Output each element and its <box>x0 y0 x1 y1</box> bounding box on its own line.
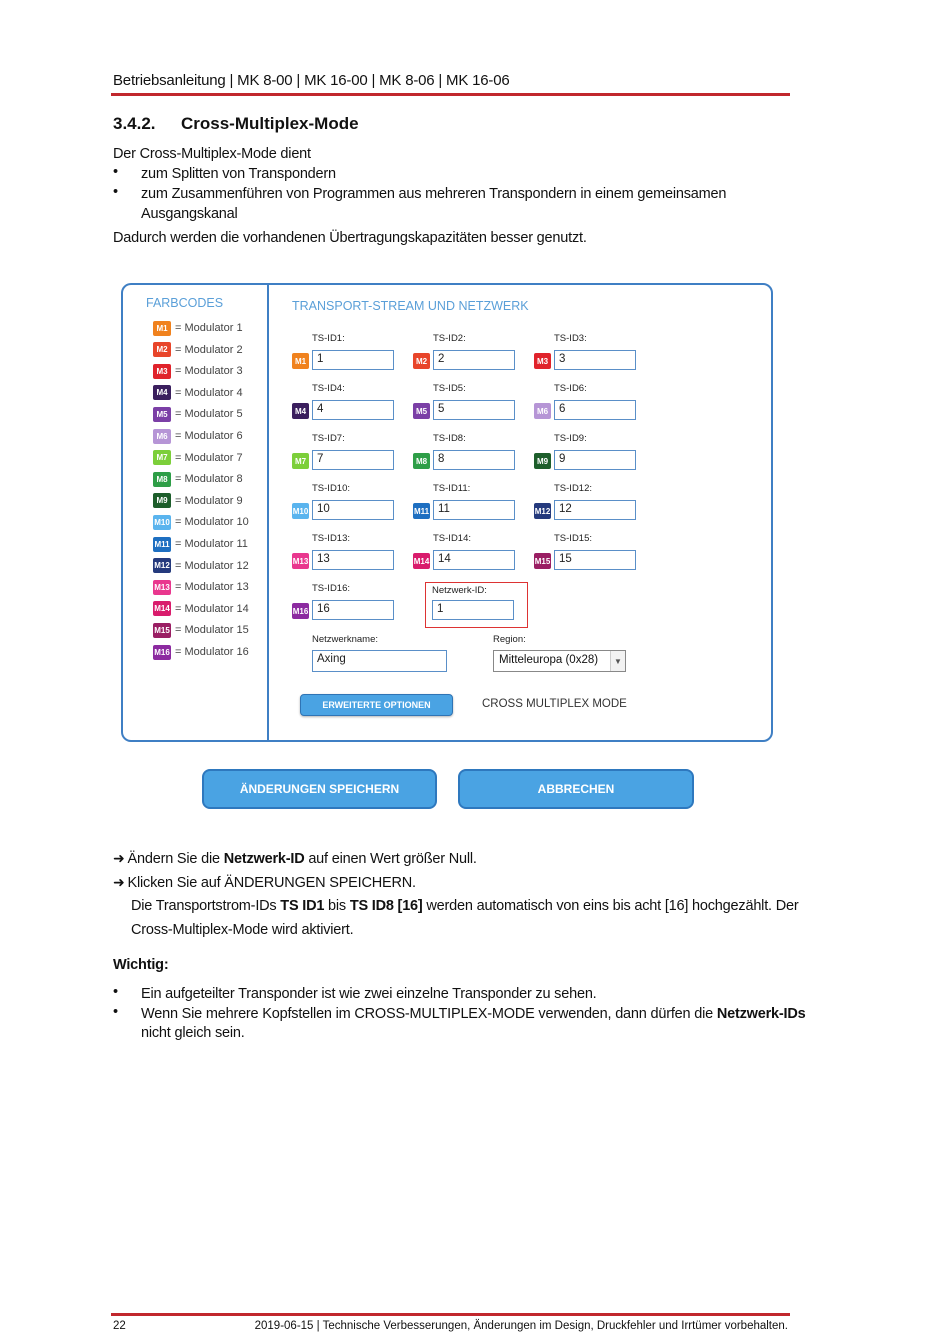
modulator-badge: M10 <box>292 503 309 519</box>
legend-label: = Modulator 4 <box>175 386 243 399</box>
footer-text: 2019-06-15 | Technische Verbesserungen, Änderungen im Design, Druckfehler und Irrtümer vorbehalten. <box>254 1320 788 1332</box>
modulator-badge: M13 <box>292 553 309 569</box>
legend-label: = Modulator 2 <box>175 343 243 356</box>
ts-id-label: TS-ID1: <box>312 333 345 344</box>
modulator-badge: M4 <box>153 385 171 400</box>
ts-id-input[interactable]: 13 <box>312 550 394 570</box>
ts-id-input[interactable]: 5 <box>433 400 515 420</box>
legend-label: = Modulator 6 <box>175 430 243 442</box>
modulator-badge: M8 <box>153 472 171 487</box>
legend-label: = Modulator 8 <box>175 473 243 486</box>
network-id-input[interactable]: 1 <box>432 600 514 620</box>
page-number: 22 <box>113 1320 126 1332</box>
ts-id-input[interactable]: 6 <box>554 400 636 420</box>
ts-id-input[interactable]: 10 <box>312 500 394 520</box>
region-select[interactable] <box>493 650 626 672</box>
ts-id-input[interactable]: 3 <box>554 350 636 370</box>
modulator-badge: M15 <box>534 553 551 569</box>
ts-id-input[interactable]: 14 <box>433 550 515 570</box>
modulator-badge: M5 <box>153 407 171 422</box>
step-2-text: Klicken Sie auf ÄNDERUNGEN SPEICHERN. <box>127 875 416 891</box>
ts-id-label: TS-ID11: <box>433 483 471 494</box>
ts-id-input[interactable]: 2 <box>433 350 515 370</box>
intro-bullet-text-cont: Ausgangskanal <box>141 206 238 222</box>
legend-label: = Modulator 15 <box>175 624 249 637</box>
region-value: Mitteleuropa (0x28) <box>499 654 599 666</box>
advanced-options-button[interactable]: ERWEITERTE OPTIONEN <box>300 694 453 716</box>
modulator-badge: M12 <box>153 558 171 573</box>
legend-item <box>153 385 243 401</box>
legend-item <box>153 471 243 487</box>
legend-item <box>153 493 243 509</box>
ts-id-input[interactable]: 8 <box>433 450 515 470</box>
modulator-badge: M13 <box>153 580 171 595</box>
legend-label: = Modulator 16 <box>175 646 249 658</box>
modulator-badge: M10 <box>153 515 171 530</box>
ts-id-input[interactable]: 15 <box>554 550 636 570</box>
modulator-badge: M5 <box>413 403 430 419</box>
intro-summary: Dadurch werden die vorhandenen Übertragungskapazitäten besser genutzt. <box>113 230 587 246</box>
arrow-right-icon: ➜ <box>113 850 125 866</box>
important-bold: Netzwerk-IDs <box>716 1006 806 1022</box>
mode-status: CROSS MULTIPLEX MODE <box>482 698 627 710</box>
important-bullet-text <box>141 1004 805 1024</box>
step-1-text-end: auf einen Wert größer Null. <box>304 851 477 867</box>
modulator-badge: M9 <box>534 453 551 469</box>
step-1-text: Ändern Sie die <box>127 851 224 867</box>
footer-rule <box>111 1313 790 1316</box>
legend-item <box>153 536 248 552</box>
result-bold: TS ID1 <box>280 898 325 914</box>
ts-id-input[interactable]: 1 <box>312 350 394 370</box>
result-bold: TS ID8 [16] <box>349 898 423 914</box>
legend-label: = Modulator 5 <box>175 408 243 421</box>
legend-item <box>153 579 249 595</box>
region-label: Region: <box>493 634 526 645</box>
ts-id-input[interactable]: 11 <box>433 500 515 520</box>
important-title: Wichtig: <box>113 957 169 973</box>
result-text: bis <box>324 898 350 914</box>
modulator-badge: M12 <box>534 503 551 519</box>
modulator-badge: M6 <box>534 403 551 419</box>
important-bullet-text: Ein aufgeteilter Transponder ist wie zwei einzelne Transponder zu sehen. <box>141 986 597 1002</box>
legend-item <box>153 342 243 358</box>
modulator-badge: M11 <box>153 537 171 552</box>
intro-bullet-text: zum Zusammenführen von Programmen aus mehreren Transpondern in einem gemeinsamen <box>141 186 727 202</box>
section-heading <box>113 114 359 134</box>
ts-id-label: TS-ID5: <box>433 383 466 394</box>
step-1 <box>113 848 477 869</box>
save-changes-button[interactable]: ÄNDERUNGEN SPEICHERN <box>202 769 437 809</box>
legend-label: = Modulator 9 <box>175 494 243 507</box>
legend-label: = Modulator 12 <box>175 559 249 572</box>
modulator-badge: M14 <box>153 601 171 616</box>
ts-id-label: TS-ID16: <box>312 583 351 594</box>
important-bullet-text-cont: nicht gleich sein. <box>141 1025 245 1041</box>
legend-item <box>153 644 249 660</box>
modulator-badge: M15 <box>153 623 171 638</box>
ts-id-input[interactable]: 7 <box>312 450 394 470</box>
intro-lead: Der Cross-Multiplex-Mode dient <box>113 146 311 162</box>
modulator-badge: M7 <box>292 453 309 469</box>
result-line-1 <box>131 896 798 916</box>
ts-id-label: TS-ID12: <box>554 483 593 494</box>
document-header: Betriebsanleitung | MK 8-00 | MK 16-00 | MK 8-06 | MK 16-06 <box>113 72 510 89</box>
ts-id-label: TS-ID8: <box>433 433 466 444</box>
ts-id-input[interactable]: 12 <box>554 500 636 520</box>
legend-item <box>153 622 249 638</box>
network-name-label: Netzwerkname: <box>312 634 378 645</box>
ts-id-label: TS-ID10: <box>312 483 351 494</box>
legend-label: = Modulator 14 <box>175 602 249 615</box>
modulator-badge: M6 <box>153 429 171 444</box>
step-1-bold: Netzwerk-ID <box>223 851 305 867</box>
modulator-badge: M16 <box>153 645 171 660</box>
chevron-down-icon[interactable]: ▼ <box>610 651 625 671</box>
header-rule <box>111 93 790 96</box>
result-line-2: Cross-Multiplex-Mode wird aktiviert. <box>131 922 354 938</box>
ts-id-label: TS-ID7: <box>312 433 345 444</box>
legend-label: = Modulator 7 <box>175 451 243 464</box>
modulator-badge: M9 <box>153 493 171 508</box>
legend-item <box>153 406 243 422</box>
modulator-badge: M11 <box>413 503 430 519</box>
legend-label: = Modulator 1 <box>175 322 243 334</box>
ts-id-label: TS-ID2: <box>433 333 466 344</box>
ts-id-label: TS-ID14: <box>433 533 472 544</box>
ts-id-label: TS-ID15: <box>554 533 593 544</box>
modulator-badge: M2 <box>153 342 171 357</box>
result-text: Die Transportstrom-IDs <box>131 898 281 914</box>
modulator-badge: M3 <box>534 353 551 369</box>
legend-label: = Modulator 3 <box>175 365 243 378</box>
modulator-badge: M3 <box>153 364 171 379</box>
legend-label: = Modulator 11 <box>175 538 248 550</box>
intro-bullet-text: zum Splitten von Transpondern <box>141 166 336 182</box>
result-text: werden automatisch von eins bis acht [16] hochgezählt. Der <box>422 898 799 914</box>
modulator-badge: M1 <box>153 321 171 336</box>
important-bullet: • <box>113 1004 119 1020</box>
network-name-input[interactable]: Axing <box>312 650 447 672</box>
modulator-badge: M1 <box>292 353 309 369</box>
section-number: 3.4.2. <box>113 114 156 133</box>
ts-id-label: TS-ID13: <box>312 533 351 544</box>
legend-item <box>153 450 243 466</box>
cancel-button[interactable]: ABBRECHEN <box>458 769 694 809</box>
intro-bullet: • <box>113 164 119 180</box>
panel-title: TRANSPORT-STREAM UND NETZWERK <box>292 299 529 313</box>
ts-id-input[interactable]: 4 <box>312 400 394 420</box>
arrow-right-icon: ➜ <box>113 874 125 890</box>
modulator-badge: M7 <box>153 450 171 465</box>
important-text: Wenn Sie mehrere Kopfstellen im CROSS-MULTIPLEX-MODE verwenden, dann dürfen die <box>141 1006 717 1022</box>
ts-id-label: TS-ID3: <box>554 333 587 344</box>
modulator-badge: M4 <box>292 403 309 419</box>
intro-bullet: • <box>113 184 119 200</box>
legend-label: = Modulator 10 <box>175 516 249 529</box>
legend-item <box>153 601 249 617</box>
legend-item <box>153 558 249 574</box>
legend-item <box>153 428 243 444</box>
ts-id-label: TS-ID6: <box>554 383 587 394</box>
farbcodes-title: FARBCODES <box>146 296 224 310</box>
legend-item <box>153 363 243 379</box>
modulator-badge: M2 <box>413 353 430 369</box>
legend-item <box>153 320 243 336</box>
ts-id-input[interactable]: 9 <box>554 450 636 470</box>
panel-divider <box>267 285 269 741</box>
modulator-badge: M16 <box>292 603 309 619</box>
network-id-label: Netzwerk-ID: <box>432 585 487 596</box>
legend-label: = Modulator 13 <box>175 581 249 594</box>
ts-id-input[interactable]: 16 <box>312 600 394 620</box>
legend-item <box>153 514 249 530</box>
step-2 <box>113 872 416 893</box>
ts-id-label: TS-ID9: <box>554 433 587 444</box>
section-title: Cross-Multiplex-Mode <box>181 114 359 133</box>
ts-id-label: TS-ID4: <box>312 383 345 394</box>
important-bullet: • <box>113 984 119 1000</box>
modulator-badge: M8 <box>413 453 430 469</box>
modulator-badge: M14 <box>413 553 430 569</box>
